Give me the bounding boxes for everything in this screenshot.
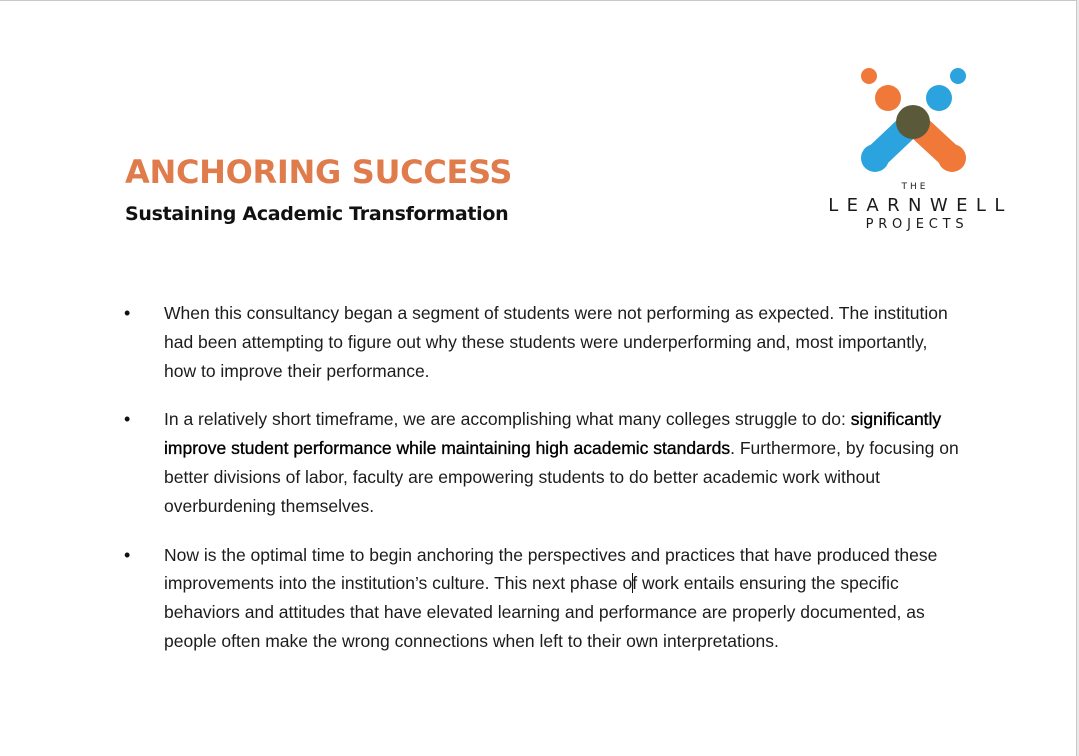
bullet-item-3[interactable]: [0, 541, 964, 656]
learnwell-logo: [810, 61, 1025, 241]
page-subtitle: Sustaining Academic Transformation: [125, 203, 509, 225]
logo-dot-center: [896, 105, 930, 139]
logo-dot-blue-top: [926, 85, 952, 111]
logo-text-projects: PROJECTS: [865, 217, 969, 232]
bullet-3-text-after-caret: f work entails ensuring the specific behaviors and attitudes that have elevated learning and performance are properly documented, as people often make the wrong connections when left to their own interpretations.: [164, 573, 925, 651]
bullet-2-emphasis: significantly improve student performance while maintaining high academic standards: [164, 409, 942, 459]
bullet-list: [0, 299, 1077, 676]
logo-dot-blue-small: [950, 68, 966, 84]
page-title: ANCHORING SUCCESS: [125, 153, 513, 191]
bullet-item-1: [0, 299, 964, 385]
logo-text-the: THE: [901, 182, 929, 192]
bullet-2-text-before: In a relatively short timeframe, we are accomplishing what many colleges struggle to do:: [164, 409, 851, 430]
logo-dot-orange-top: [875, 85, 901, 111]
logo-mark-icon: [810, 61, 980, 181]
bullet-item-2: [0, 405, 964, 520]
logo-dot-orange-small: [861, 68, 877, 84]
logo-text-learnwell: LEARNWELL: [828, 195, 1013, 216]
logo-dot-blue-bottom: [861, 144, 889, 172]
bullet-3-text-before-caret: Now is the optimal time to begin anchoring the perspectives and practices that have produced these improvements into the institution’s culture. This next phase o: [164, 544, 938, 594]
bullet-1-text: When this consultancy began a segment of students were not performing as expected. The institution had been attempting to figure out why these students were underperforming and, most importantly, how to improve their performance.: [164, 303, 948, 381]
bullet-2-text-after: . Furthermore, by focusing on better divisions of labor, faculty are empowering students to do better academic work without overburdening themselves.: [164, 438, 959, 516]
logo-dot-orange-bottom: [938, 144, 966, 172]
